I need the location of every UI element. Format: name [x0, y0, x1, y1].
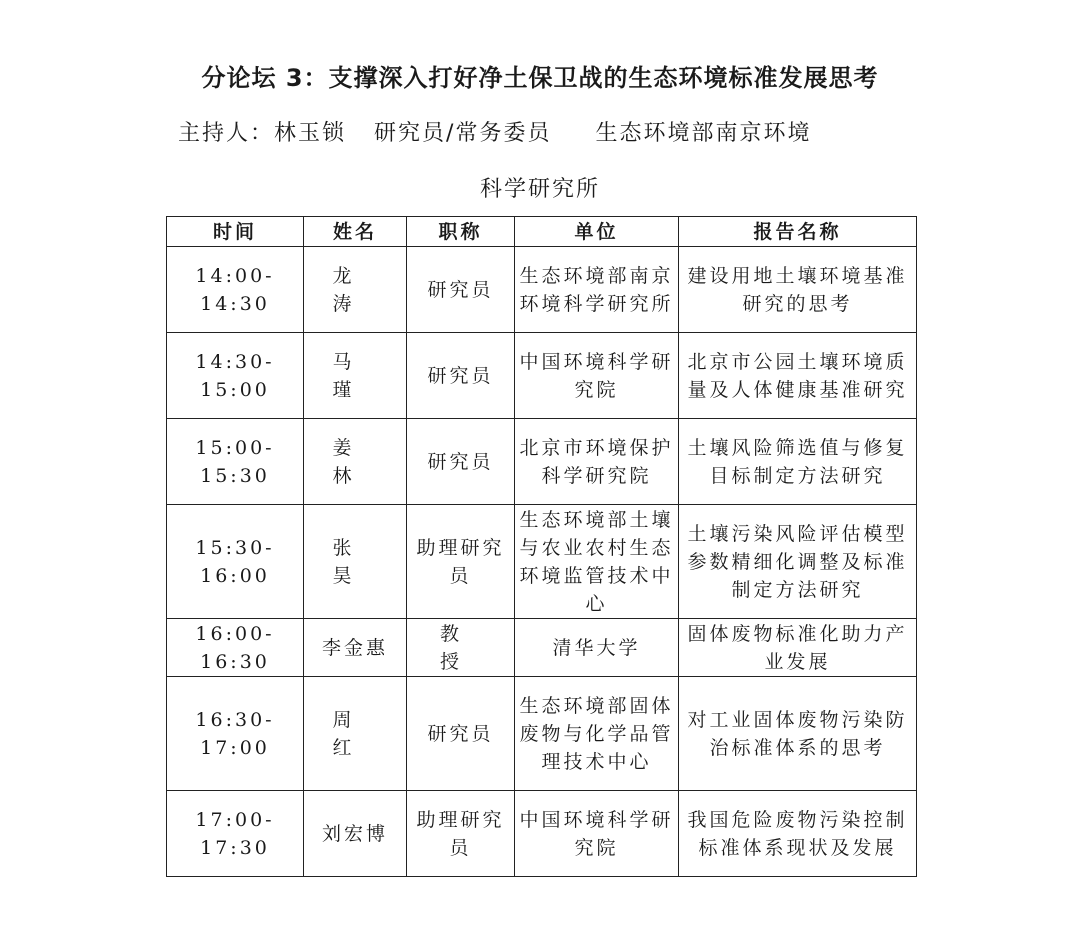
row-name-text: 姜 林	[332, 436, 378, 487]
row-unit: 生态环境部南京环境科学研究所	[515, 247, 679, 333]
table-row	[167, 505, 917, 619]
table-header-row	[167, 217, 917, 247]
row-name	[304, 247, 407, 333]
row-name-text: 刘宏博	[321, 822, 388, 845]
row-time: 14:30-15:00	[167, 333, 304, 419]
row-unit: 生态环境部土壤与农业农村生态环境监管技术中心	[515, 505, 679, 619]
host-name: 林玉锁	[274, 121, 347, 146]
table-row	[167, 791, 917, 877]
row-report: 建设用地土壤环境基准研究的思考	[679, 247, 917, 333]
row-name	[304, 677, 407, 791]
row-unit: 中国环境科学研究院	[515, 791, 679, 877]
schedule-table	[166, 216, 917, 877]
header-title: 职称	[407, 217, 515, 247]
row-unit: 中国环境科学研究院	[515, 333, 679, 419]
row-unit: 清华大学	[515, 619, 679, 677]
header-report: 报告名称	[679, 217, 917, 247]
header-time: 时间	[167, 217, 304, 247]
row-name-text: 龙 涛	[332, 264, 378, 315]
row-title: 研究员	[407, 247, 515, 333]
row-name	[304, 333, 407, 419]
host-line	[178, 116, 811, 147]
row-name-text: 周 红	[332, 708, 378, 759]
row-report: 土壤污染风险评估模型参数精细化调整及标准制定方法研究	[679, 505, 917, 619]
row-report: 我国危险废物污染控制标准体系现状及发展	[679, 791, 917, 877]
row-report: 土壤风险筛选值与修复目标制定方法研究	[679, 419, 917, 505]
row-name	[304, 791, 407, 877]
table-row	[167, 247, 917, 333]
row-name-text: 马 瑾	[332, 350, 378, 401]
table-row	[167, 333, 917, 419]
row-report: 北京市公园土壤环境质量及人体健康基准研究	[679, 333, 917, 419]
row-title: 助理研究员	[407, 791, 515, 877]
row-time: 15:30-16:00	[167, 505, 304, 619]
row-title: 助理研究员	[407, 505, 515, 619]
table-row	[167, 419, 917, 505]
table-row	[167, 619, 917, 677]
row-time: 14:00-14:30	[167, 247, 304, 333]
forum-title: 分论坛 3：支撑深入打好净土保卫战的生态环境标准发展思考	[201, 64, 879, 92]
row-unit: 生态环境部固体废物与化学品管理技术中心	[515, 677, 679, 791]
row-name	[304, 619, 407, 677]
row-title: 研究员	[407, 419, 515, 505]
header-name: 姓名	[304, 217, 407, 247]
row-time: 16:00-16:30	[167, 619, 304, 677]
host-label: 主持人：	[178, 121, 275, 146]
host-org-continued: 科学研究所	[479, 177, 600, 202]
row-report: 对工业固体废物污染防治标准体系的思考	[679, 677, 917, 791]
row-title: 研究员	[407, 333, 515, 419]
row-title: 研究员	[407, 677, 515, 791]
row-time: 16:30-17:00	[167, 677, 304, 791]
row-title	[407, 619, 515, 677]
host-position: 研究员/常务委员	[374, 121, 552, 146]
row-name-text: 张 昊	[332, 536, 378, 587]
row-time: 15:00-15:30	[167, 419, 304, 505]
host-org: 生态环境部南京环境	[595, 121, 812, 146]
row-name	[304, 419, 407, 505]
row-report: 固体废物标准化助力产业发展	[679, 619, 917, 677]
row-title-text: 教 授	[439, 622, 481, 673]
row-unit: 北京市环境保护科学研究院	[515, 419, 679, 505]
table-row	[167, 677, 917, 791]
row-name	[304, 505, 407, 619]
header-unit: 单位	[515, 217, 679, 247]
row-name-text: 李金惠	[321, 636, 388, 659]
row-time: 17:00-17:30	[167, 791, 304, 877]
